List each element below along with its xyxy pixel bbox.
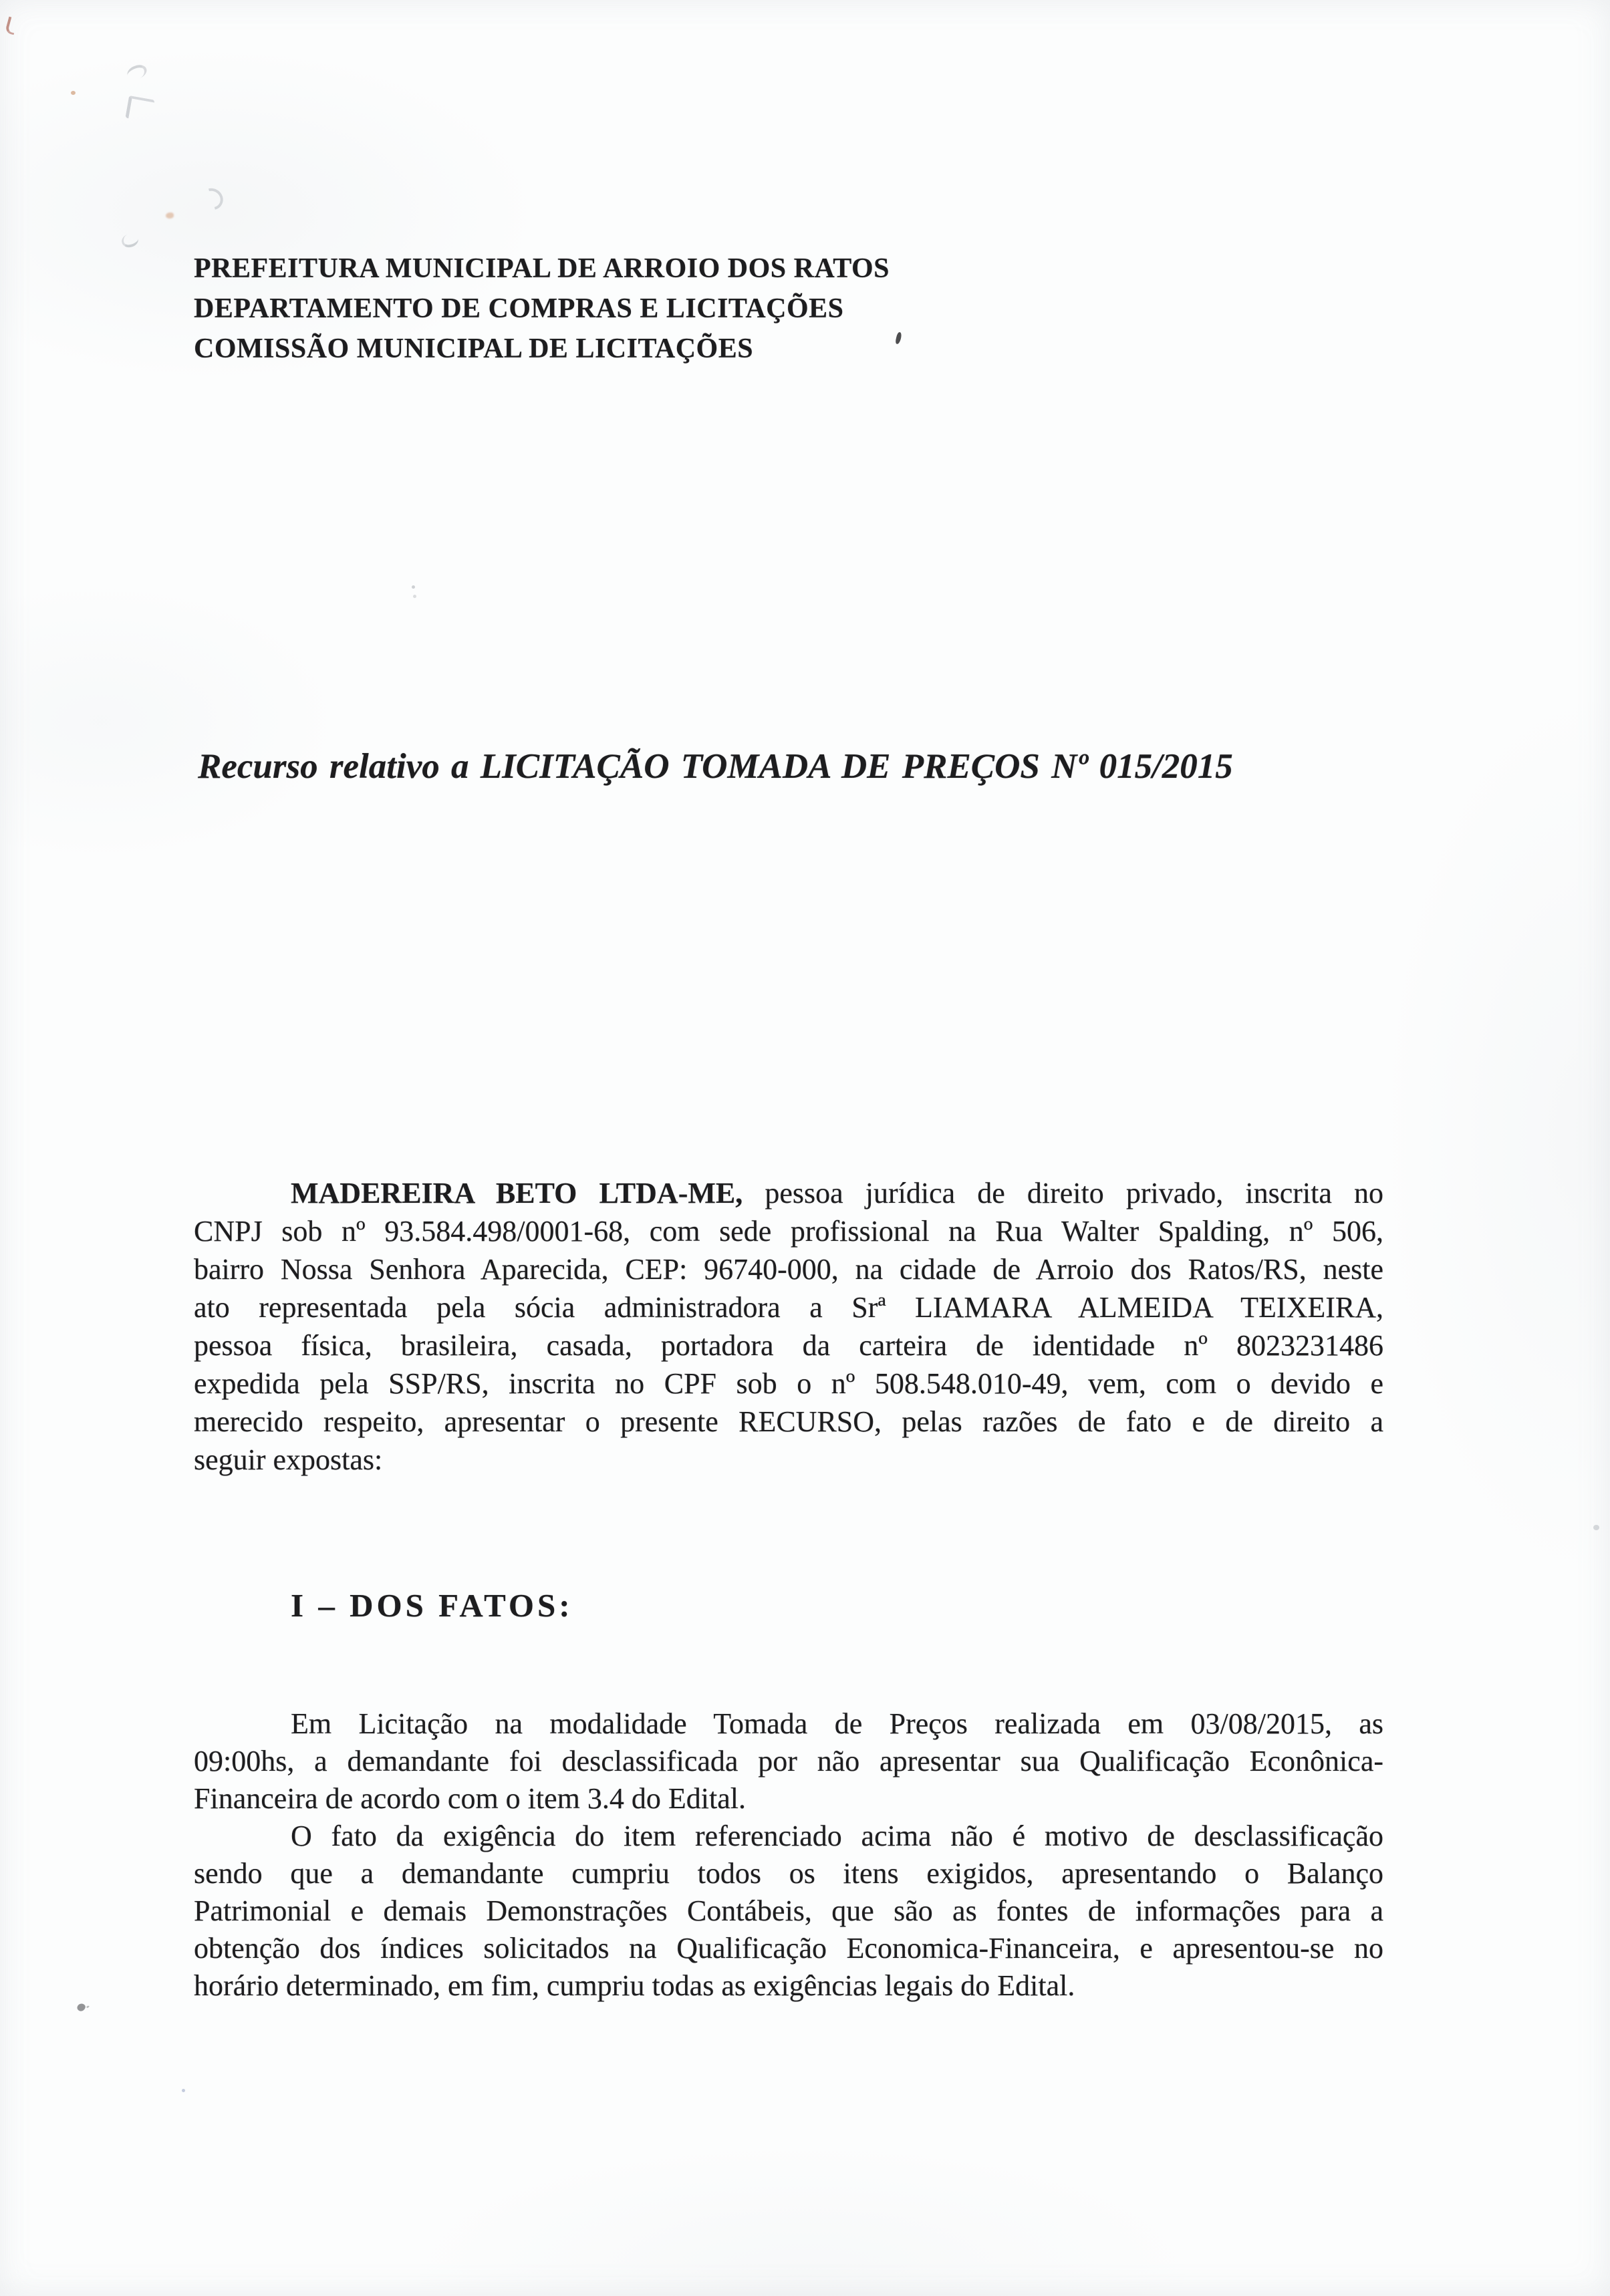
- letterhead-line: DEPARTAMENTO DE COMPRAS E LICITAÇÕES: [194, 293, 844, 324]
- facts-paragraphs: [194, 1705, 1383, 2005]
- text-line: [194, 1212, 1383, 1250]
- text-line: [194, 1818, 1383, 1855]
- body-text-segment: O fato da exigência do item referenciado acima não é motivo de desclassificação: [291, 1820, 1383, 1852]
- body-text-segment: Financeira de acordo com o item 3.4 do Edital.: [194, 1782, 746, 1815]
- body-text-segment: bairro Nossa Senhora Aparecida, CEP: 96740-000, na cidade de Arroio dos Ratos/RS, neste: [194, 1253, 1383, 1286]
- ink-speck-orange: [71, 91, 76, 95]
- ink-speck-orange: [166, 212, 174, 219]
- text-line: [194, 1967, 1383, 2005]
- ink-speck: [182, 2089, 185, 2092]
- text-line: [194, 1288, 1383, 1326]
- scan-smudge: [125, 62, 148, 82]
- body-text-segment: CNPJ sob nº 93.584.498/0001-68, com sede profissional na Rua Walter Spalding, nº 506,: [194, 1215, 1383, 1248]
- text-line: [194, 1326, 1383, 1365]
- intro-paragraph: [194, 1174, 1383, 1479]
- text-line: [194, 1743, 1383, 1780]
- document-title: Recurso relativo a LICITAÇÃO TOMADA DE PREÇOS Nº 015/2015: [198, 747, 1233, 786]
- text-line: [194, 1441, 1383, 1479]
- text-line: [194, 1892, 1383, 1930]
- scan-smudge: [1593, 1525, 1599, 1530]
- text-line: [194, 1930, 1383, 1967]
- body-text-segment: merecido respeito, apresentar o presente RECURSO, pelas razões de fato e de direito a: [194, 1405, 1383, 1438]
- text-line: [194, 1250, 1383, 1288]
- body-text-segment: Patrimonial e demais Demonstrações Contábeis, que são as fontes de informações para a: [194, 1894, 1383, 1927]
- letterhead: [194, 249, 1196, 369]
- text-line: [194, 1403, 1383, 1441]
- scan-smudge: [120, 232, 140, 249]
- ink-speck: [76, 2002, 86, 2013]
- body-text-segment: pessoa jurídica de direito privado, inscrita no: [743, 1177, 1383, 1209]
- section-heading-dos-fatos: I – DOS FATOS:: [291, 1587, 573, 1624]
- letterhead-line: COMISSÃO MUNICIPAL DE LICITAÇÕES: [194, 333, 754, 364]
- body-text-segment: ato representada pela sócia administradora a Srª LIAMARA ALMEIDA TEIXEIRA,: [194, 1291, 1383, 1324]
- body-text-segment: pessoa física, brasileira, casada, portadora da carteira de identidade nº 8023231486: [194, 1329, 1383, 1362]
- body-text-segment: sendo que a demandante cumpriu todos os itens exigidos, apresentando o Balanço: [194, 1857, 1383, 1890]
- text-line: [194, 1780, 1383, 1818]
- text-line: [194, 1174, 1383, 1212]
- body-text-segment: 09:00hs, a demandante foi desclassificada por não apresentar sua Qualificação Econônica-: [194, 1745, 1383, 1777]
- text-line: [194, 1855, 1383, 1892]
- body-text-segment: Em Licitação na modalidade Tomada de Preços realizada em 03/08/2015, as: [291, 1707, 1383, 1740]
- text-line: [194, 1365, 1383, 1403]
- company-name-text: MADEREIRA BETO LTDA-ME,: [291, 1177, 743, 1209]
- scan-smudge: [196, 184, 227, 214]
- text-line: [194, 1705, 1383, 1743]
- body-text-segment: obtenção dos índices solicitados na Qualificação Economica-Financeira, e apresentou-se no: [194, 1932, 1383, 1965]
- letterhead-line: PREFEITURA MUNICIPAL DE ARROIO DOS RATOS: [194, 253, 890, 284]
- body-text-segment: expedida pela SSP/RS, inscrita no CPF sob o nº 508.548.010-49, vem, com o devido e: [194, 1367, 1383, 1400]
- ink-speck-red: [5, 17, 18, 35]
- body-text-segment: horário determinado, em fim, cumpriu todas as exigências legais do Edital.: [194, 1969, 1075, 2002]
- body-text-segment: seguir expostas:: [194, 1443, 383, 1476]
- scan-smudge: [125, 96, 154, 122]
- scan-smudge: [412, 585, 415, 589]
